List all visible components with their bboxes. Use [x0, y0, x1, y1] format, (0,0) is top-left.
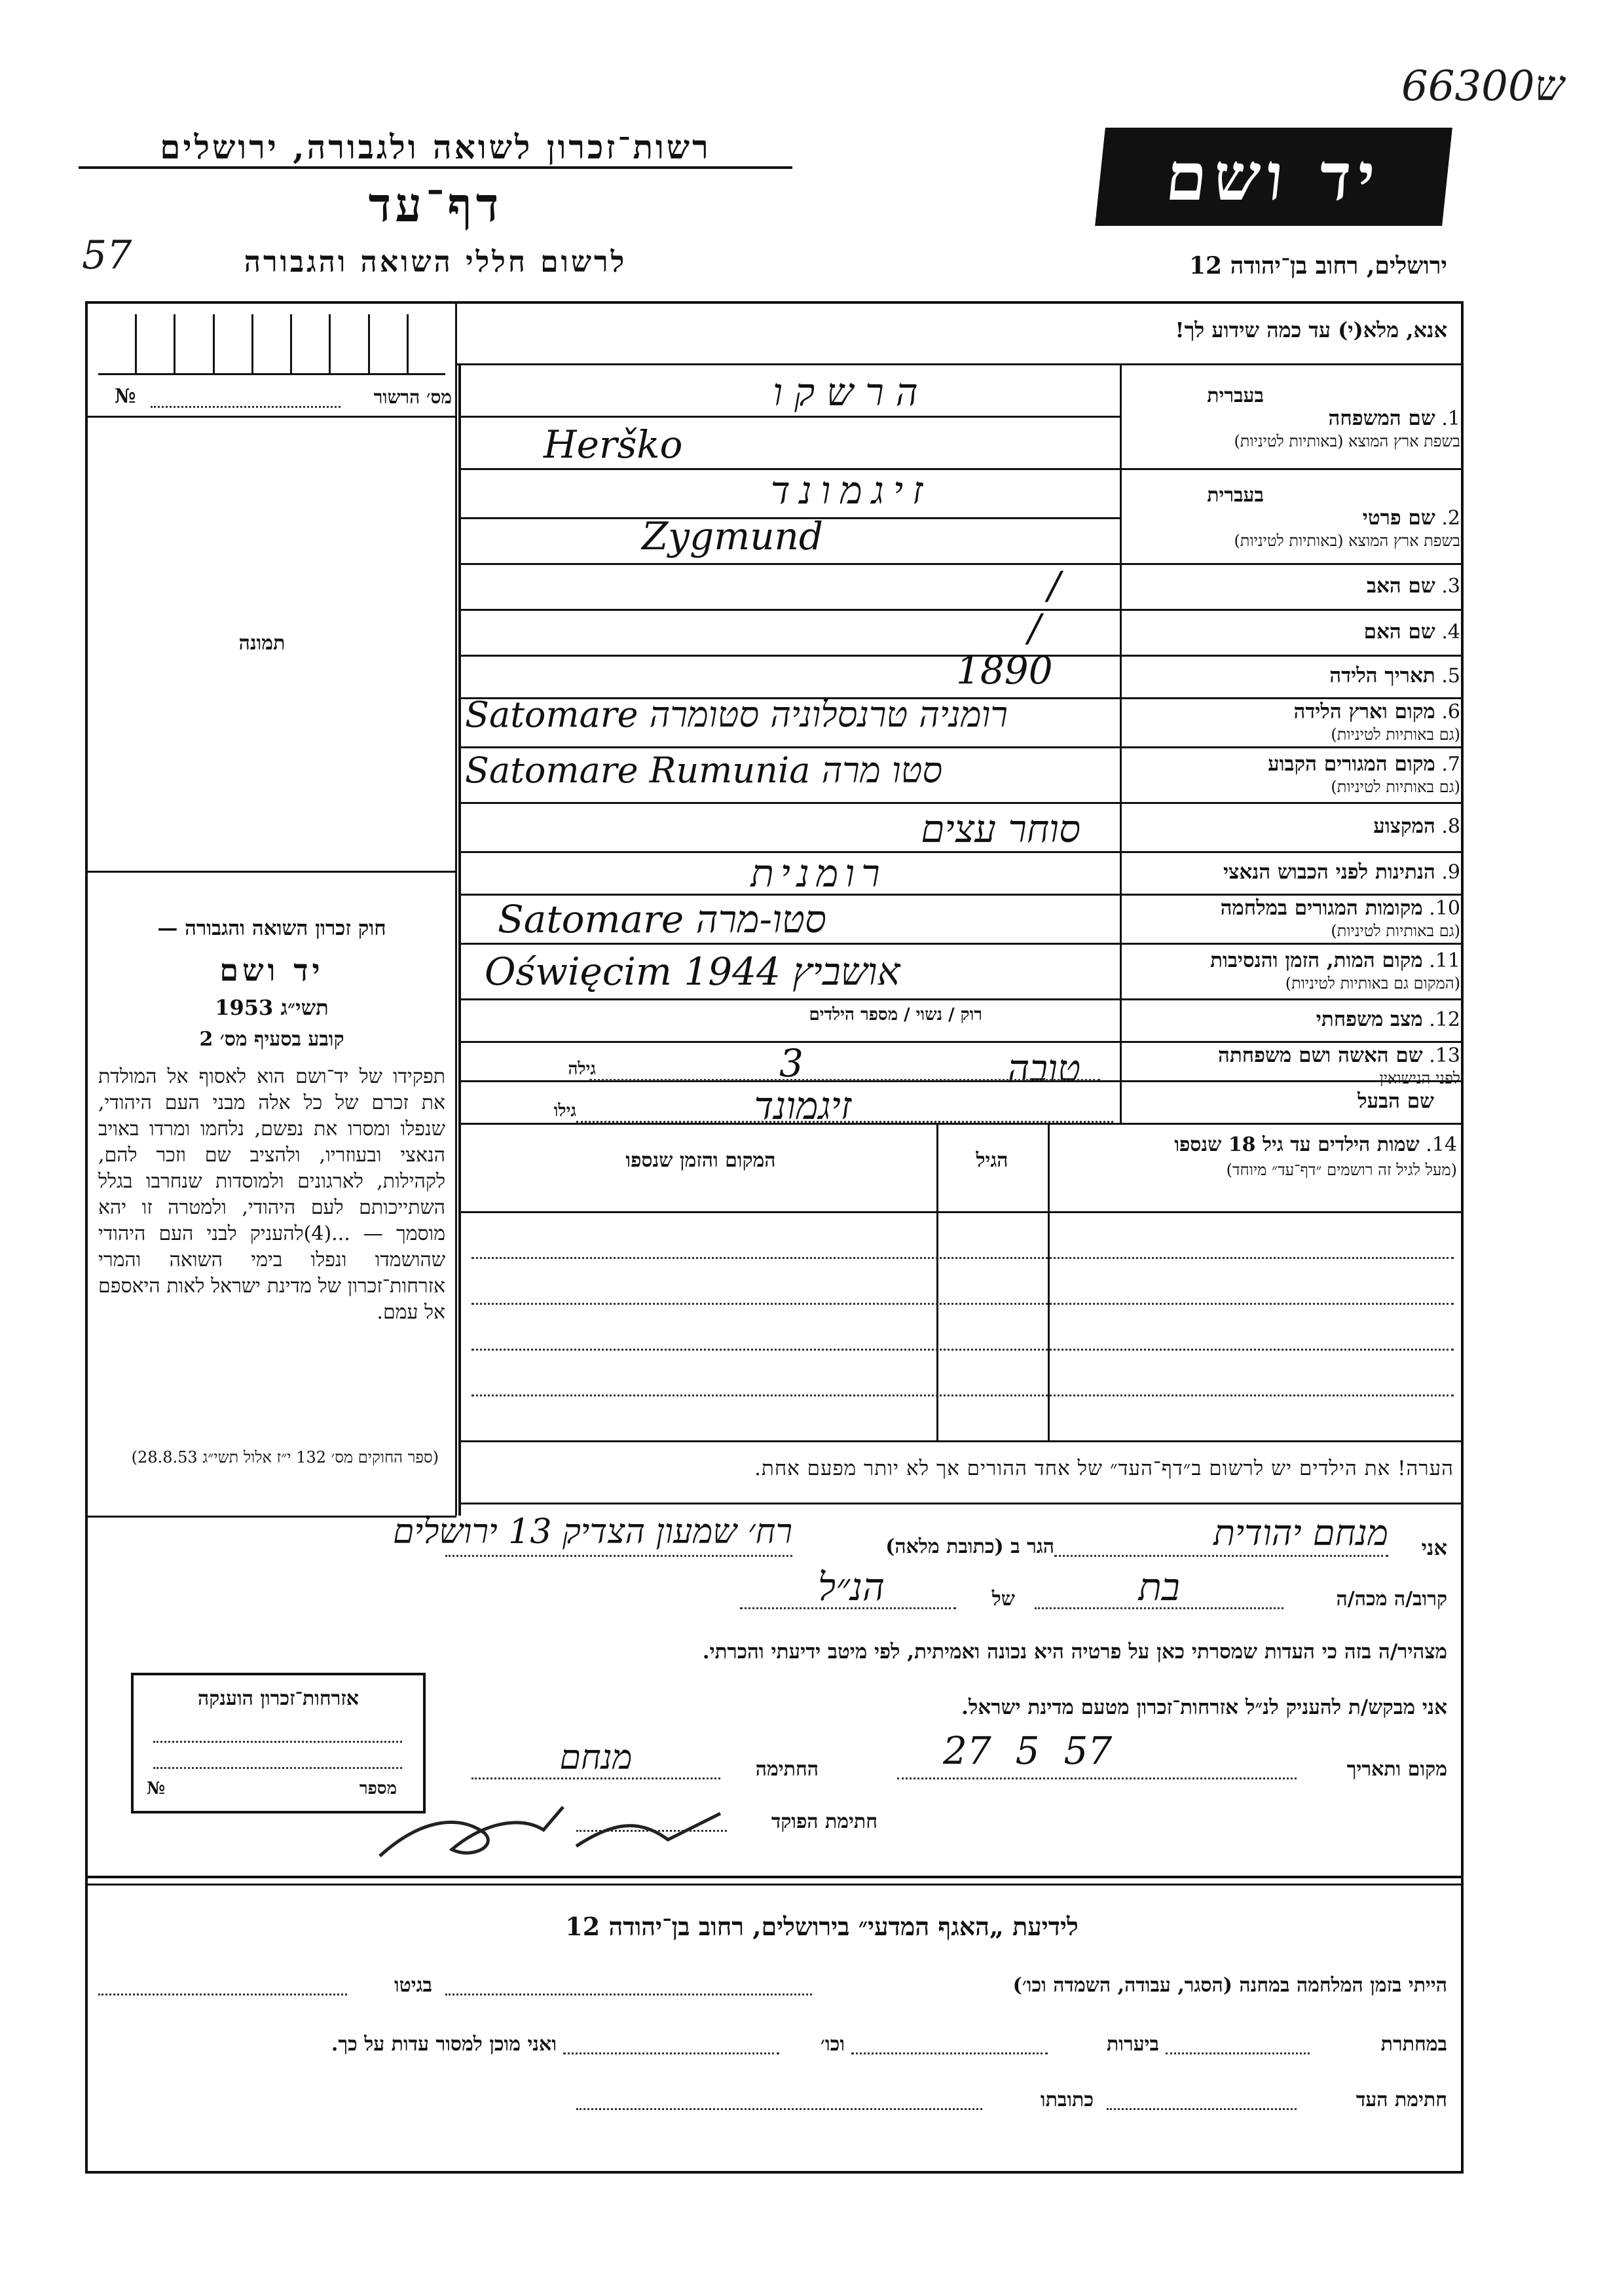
- field-num: 12.: [1429, 1008, 1460, 1031]
- relation-line: [1035, 1607, 1283, 1609]
- field-sub: (גם באותיות לטיניות): [1331, 922, 1460, 940]
- field-num: 2.: [1441, 507, 1460, 530]
- stamp-line: [153, 1741, 402, 1743]
- footer-line1-start: הייתי בזמן המלחמה במחנה (הסגר, עבודה, השמדה וכו׳): [1012, 1974, 1447, 1997]
- children-row-line: [471, 1349, 1454, 1351]
- stamp-no-symbol: №: [147, 1779, 166, 1798]
- children-sub: (מעל לגיל זה רושמים ״דף־עד״ מיוחד): [1226, 1161, 1457, 1179]
- field-label: המקצוע: [1373, 814, 1435, 838]
- field-num: 13.: [1429, 1044, 1460, 1067]
- law-title: חוק זכרון השואה והגבורה —: [157, 917, 386, 940]
- field-num: 6.: [1441, 701, 1460, 723]
- declarant-name-value[interactable]: מנחם יהודית: [1213, 1512, 1388, 1554]
- field-sub: בשפת ארץ המוצא (באותיות לטיניות): [1234, 432, 1460, 450]
- law-clause: קובע בסעיף מס׳ 2: [199, 1028, 344, 1051]
- values-lower-border: [458, 1123, 461, 1516]
- field-13: [1120, 1044, 1460, 1089]
- stamp-number-label: מספר: [359, 1779, 397, 1798]
- declaration-ani: אני: [1421, 1535, 1447, 1560]
- wife-age-label: גילה: [568, 1059, 596, 1079]
- field-2: [1120, 484, 1460, 552]
- field-label: מקום וארץ הלידה: [1293, 700, 1435, 723]
- children-bottom: [458, 1440, 1464, 1442]
- husband-age-label: גילו: [553, 1101, 576, 1121]
- law-year: תשי״ג 1953: [215, 995, 329, 1020]
- registration-boxes: [98, 314, 445, 373]
- field-label: מקום המות, הזמן והנסיבות: [1210, 949, 1423, 972]
- of-line: [740, 1607, 956, 1609]
- top-instruction: אנא, מלא(י) עד כמה שידוע לך!: [1175, 318, 1447, 342]
- of-label: של: [991, 1588, 1015, 1611]
- death-place-value[interactable]: Oświęcim אושביץ 1944: [485, 949, 900, 994]
- field-label: שם המשפחה: [1328, 407, 1435, 430]
- law-text: תפקידו של יד־ושם הוא לאסוף אל המולדת את זכרם של כל אלה מבני העם היהודי, שנפלו ומסרו את נפשם, נלחמו ומרדו באויב הנאצי ובעוזריו, ולהציב שם וזכר להם, לקהילות, לארגונים ולמוסדות שנחרבו בגלל השתייכותם לעם היהודי, ולמטרה זו יהא מוסמך — ...(4)להעניק לבני העם היהודי שהושמדו ונפלו בימי השואה והמרי אזרחות־זכרון של מדינת ישראל לאות היאספם אל עמם.: [98, 1065, 445, 1324]
- field-label: שם פרטי: [1362, 506, 1435, 530]
- signature-value[interactable]: מנחם: [559, 1738, 633, 1777]
- field-label: שם האב: [1367, 574, 1435, 598]
- surname-hebrew-value[interactable]: הרשקו: [773, 370, 930, 414]
- values-left-border: [458, 363, 461, 1123]
- field-label: שם האם: [1363, 620, 1435, 644]
- firstname-hebrew-value[interactable]: זיגמונד: [770, 468, 932, 513]
- field-num: 10.: [1429, 897, 1460, 920]
- field-num: 5.: [1441, 665, 1460, 687]
- children-col-1: [936, 1123, 938, 1440]
- occupation-value[interactable]: סוחר עצים: [921, 807, 1080, 851]
- registration-no: №: [115, 385, 136, 408]
- photo-bottom: [85, 871, 456, 873]
- field-1: [1120, 385, 1460, 452]
- wife-name-value[interactable]: טובה: [1007, 1046, 1080, 1091]
- marital-status-label: רוק / נשוי / מספר הילדים: [809, 1005, 982, 1025]
- field-num: 1.: [1441, 407, 1460, 430]
- relation-label: קרוב/ה מכה/ה: [1336, 1588, 1447, 1611]
- field-num: 8.: [1441, 815, 1460, 838]
- children-row-line: [471, 1303, 1454, 1305]
- signature-line: [471, 1777, 720, 1779]
- field-husband: [1120, 1090, 1460, 1113]
- field-label: הנתינות לפני הכבוש הנאצי: [1223, 860, 1435, 884]
- nationality-value[interactable]: רומנית: [750, 851, 887, 896]
- field-10: [1120, 897, 1460, 942]
- citizenship-stamp-box: [131, 1673, 426, 1813]
- field-label: שם הבעל: [1357, 1089, 1434, 1113]
- relation-value[interactable]: בת: [1138, 1565, 1180, 1609]
- children-col-2: [1048, 1123, 1050, 1440]
- footer-line2-willing: ואני מוכן למסור עדות על כך.: [331, 2033, 557, 2056]
- of-value[interactable]: הנ״ל: [817, 1565, 885, 1609]
- registration-label: מס׳ הרשור: [373, 386, 452, 408]
- field-num: 3.: [1441, 575, 1460, 598]
- field-label: מצב משפחתי: [1316, 1008, 1423, 1031]
- field-sub: (המקום גם באותיות לטיניות): [1285, 974, 1460, 993]
- field-num: 11.: [1429, 949, 1460, 972]
- footer-line2-forests: ביערות: [1106, 2033, 1159, 2056]
- children-row-line: [471, 1394, 1454, 1396]
- form-title: דף־עד: [368, 177, 503, 232]
- field-label: מקומות המגורים במלחמה: [1220, 896, 1423, 920]
- footer-line1-fill: [445, 1994, 812, 1995]
- logo-text: יד ושם: [1162, 138, 1386, 215]
- field-3: [1120, 575, 1460, 598]
- field-sub: (גם באותיות לטיניות): [1331, 778, 1460, 796]
- stamp-title: אזרחות־זכרון הוענקה: [197, 1687, 360, 1710]
- wartime-residence-value[interactable]: Satomare סטו-מרה: [498, 897, 826, 941]
- declaration-resides: הגר ב (כתובת מלאה): [885, 1535, 1054, 1558]
- field-num: 7.: [1441, 753, 1460, 776]
- yad-vashem-logo: [1095, 128, 1452, 226]
- footer-heading: לידיעת „האגף המדעי״ בירושלים, רחוב בן־יהודה 12: [565, 1912, 1079, 1941]
- children-header-line: [458, 1211, 1464, 1213]
- firstname-latin-value[interactable]: Zygmund: [642, 514, 824, 558]
- field-sub: לפני הנישואין: [1379, 1069, 1460, 1087]
- stamp-line: [153, 1767, 402, 1769]
- corner-note: 66ש300: [1401, 62, 1564, 111]
- photo-label: תמונה: [238, 632, 286, 655]
- footer-line2-underground: במחתרת: [1380, 2033, 1447, 2056]
- field-sub: (גם באותיות לטיניות): [1331, 725, 1460, 744]
- footer-witness-signature: חתימת העד: [1356, 2088, 1447, 2111]
- footer-line3-fill: [576, 2108, 982, 2110]
- footer-witness-address: כתובתו: [1040, 2088, 1094, 2111]
- field-12: [1120, 1008, 1460, 1031]
- col-place-header: המקום והזמן שנספו: [625, 1149, 776, 1172]
- field-5: [1120, 665, 1460, 687]
- field-num: 9.: [1441, 861, 1460, 884]
- field-6: [1120, 701, 1460, 746]
- signature-label: החתימה: [755, 1758, 819, 1781]
- date-value[interactable]: 27 5 57: [943, 1728, 1113, 1773]
- declarant-address-line: [445, 1555, 792, 1557]
- row-line: [458, 416, 1120, 418]
- footer-line2-fill: [851, 2052, 1048, 2054]
- residence-value[interactable]: Satomare Rumunia סטו מרה: [465, 750, 943, 791]
- field-label: תאריך הלידה: [1329, 664, 1435, 687]
- declaration-statement: מצהיר/ה בזה כי העדות שמסרתי כאן על פרטיה היא נכונה ואמיתית, לפי מיטב ידיעתי והכרתי.: [702, 1640, 1447, 1664]
- footer-line2-fill: [563, 2052, 779, 2054]
- footer-line1-end: בגיטו: [394, 1974, 432, 1997]
- husband-line: [576, 1121, 1113, 1123]
- field-4: [1120, 621, 1460, 644]
- children-label: שמות הילדים עד גיל 18 שנספו: [1174, 1133, 1420, 1156]
- photo-top: [85, 416, 456, 418]
- law-name: יד ושם: [219, 953, 324, 988]
- address: ירושלים, רחוב בן־יהודה 12: [1189, 252, 1447, 280]
- children-note: הערה! את הילדים יש לרשום ב״דף־העד״ של אחד ההורים אך לא יותר מפעם אחת.: [754, 1457, 1454, 1480]
- declarant-name-line: [1054, 1555, 1388, 1557]
- father-name-value[interactable]: /: [1048, 563, 1061, 608]
- footer-line2-fill: [1166, 2052, 1310, 2054]
- birth-place-value[interactable]: Satomare רומניה טרנסלוניה סטומרה: [465, 694, 1008, 735]
- children-row-line: [471, 1257, 1454, 1259]
- law-reference: (ספר החוקים מס׳ 132 י״ז אלול תשי״ג 28.8.53): [131, 1448, 439, 1467]
- field-sub: בשפת ארץ המוצא (באותיות לטיניות): [1234, 532, 1460, 550]
- col-age-header: הגיל: [976, 1149, 1008, 1172]
- date-line: [897, 1777, 1297, 1779]
- place-date-label: מקום ותאריך: [1346, 1758, 1447, 1781]
- field-label: שם האשה ושם משפחתה: [1218, 1044, 1423, 1067]
- wife-age-value[interactable]: 3: [779, 1041, 803, 1085]
- field-8: [1120, 815, 1460, 838]
- official-signature-label: חתימת הפוקד: [771, 1810, 877, 1833]
- field-label: מקום המגורים הקבוע: [1268, 752, 1435, 776]
- hebrew-note: בעברית: [1207, 484, 1264, 507]
- field-7: [1120, 753, 1460, 798]
- footer-line2-etc: וכו׳: [821, 2033, 845, 2056]
- field-labels: [1123, 367, 1460, 1123]
- wife-line: [589, 1079, 1100, 1081]
- registration-line: [151, 406, 341, 408]
- form-subtitle: לרשום חללי השואה והגבורה: [244, 246, 627, 279]
- institution-name: רשות־זכרון לשואה ולגבורה, ירושלים: [79, 128, 792, 169]
- declaration-request: אני מבקש/ת להעניק לנ״ל אזרחות־זכרון מטעם מדינת ישראל.: [961, 1696, 1447, 1719]
- declarant-address-value[interactable]: רח׳ שמעון הצדיק 13 ירושלים: [393, 1512, 792, 1552]
- mother-name-value[interactable]: /: [1028, 606, 1041, 650]
- husband-name-value[interactable]: זיגמונד: [754, 1084, 851, 1128]
- footer-line3-fill: [1107, 2108, 1297, 2110]
- children-header: [1054, 1133, 1457, 1182]
- field-11: [1120, 949, 1460, 994]
- sidebar-divider: [455, 301, 457, 1516]
- instruction-underline: [455, 363, 1464, 365]
- field-num: 4.: [1441, 621, 1460, 644]
- footer-divider: [85, 1876, 1464, 1878]
- footer-divider-2: [85, 1884, 1464, 1886]
- surname-latin-value[interactable]: Herško: [544, 422, 683, 467]
- hebrew-note: בעברית: [1207, 384, 1264, 407]
- footer-line1-tail: [98, 1994, 347, 1995]
- note-bottom: [458, 1503, 1464, 1504]
- field-9: [1120, 861, 1460, 884]
- margin-number: 57: [82, 232, 132, 278]
- children-num: 14.: [1426, 1133, 1457, 1156]
- birth-date-value[interactable]: 1890: [956, 648, 1053, 693]
